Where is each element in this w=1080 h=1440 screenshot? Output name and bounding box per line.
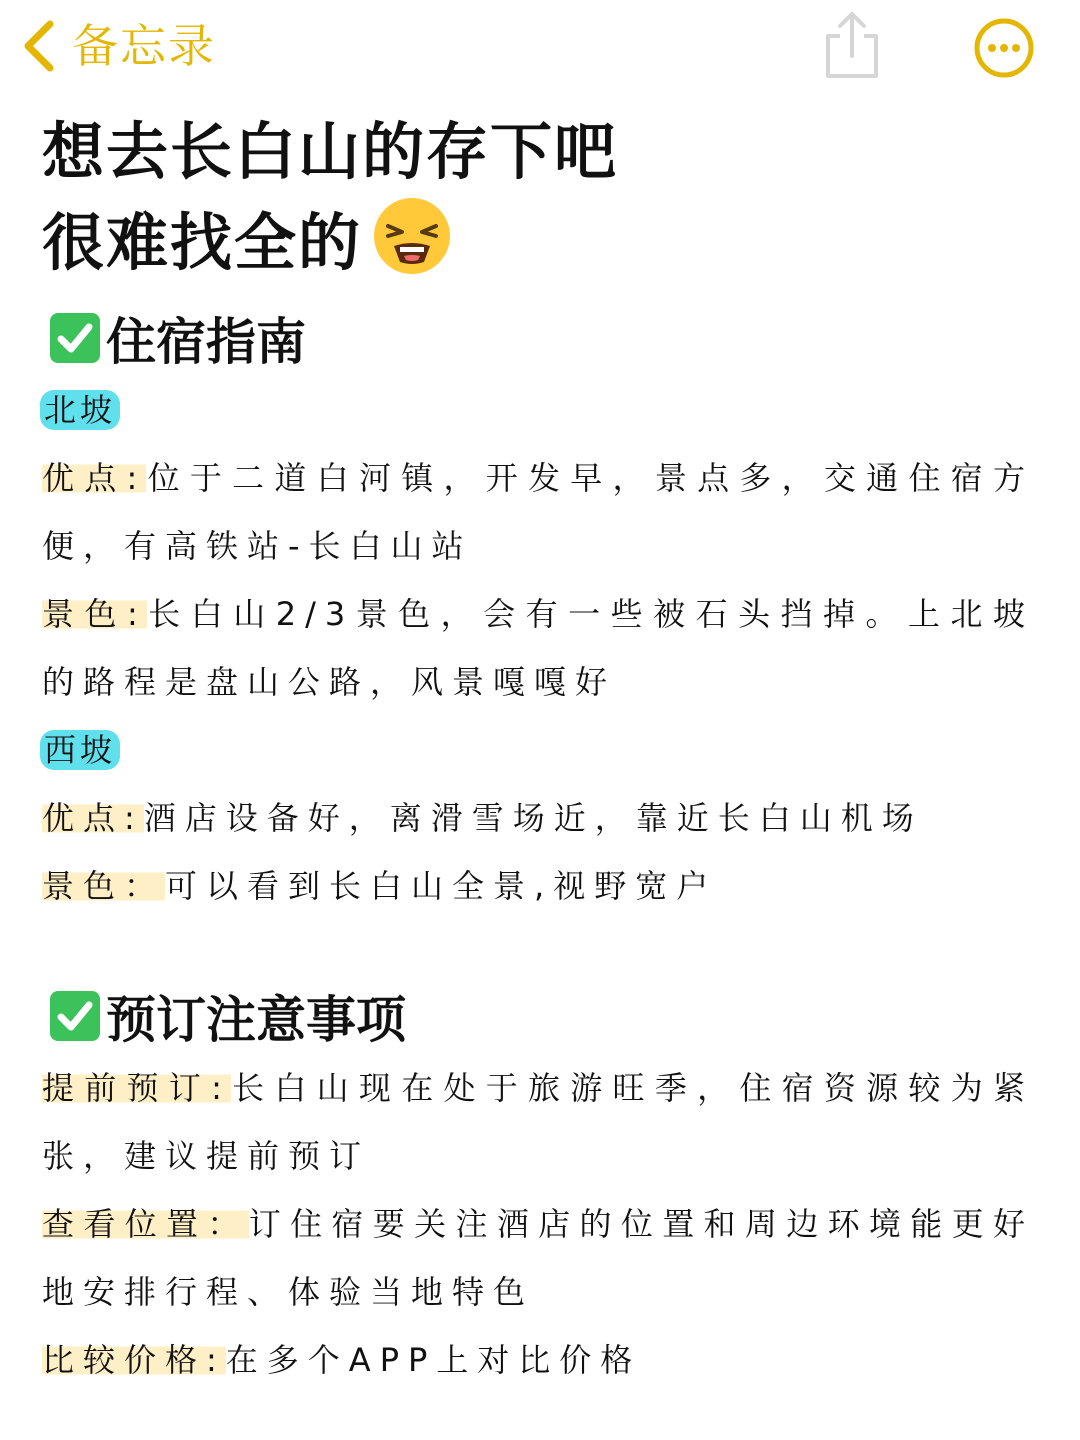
tip-check-location	[42, 1190, 1034, 1326]
label-view: 景色：	[42, 867, 166, 905]
tip-book-early	[42, 1054, 1034, 1190]
back-button[interactable]	[18, 18, 216, 74]
tip-label: 比较价格:	[42, 1341, 226, 1379]
more-button[interactable]	[972, 16, 1036, 84]
west-pros-text: 酒店设备好，离滑雪场近，靠近长白山机场	[143, 799, 923, 837]
west-view-text: 可以看到长白山全景,视野宽户	[165, 867, 718, 905]
grimacing-face-emoji	[372, 196, 452, 276]
tag-west-slope: 西坡	[40, 730, 120, 770]
more-icon	[972, 16, 1036, 80]
label-view: 景色:	[42, 595, 147, 633]
chevron-left-icon	[18, 18, 58, 74]
title-line-1: 想去长白山的存下吧	[42, 115, 619, 188]
section-heading-label: 预订注意事项	[106, 991, 406, 1049]
tag-north-slope: 北坡	[40, 390, 120, 430]
north-pros	[42, 444, 1034, 580]
section-heading-lodging	[48, 302, 306, 374]
share-icon	[820, 8, 884, 80]
north-view	[42, 580, 1034, 716]
tip-label: 提前预订:	[42, 1069, 231, 1107]
label-pros: 优点:	[42, 459, 147, 497]
title-line-2: 很难找全的	[42, 206, 363, 279]
back-label: 备忘录	[72, 19, 216, 73]
nav-bar	[0, 0, 1080, 100]
check-mark-icon	[48, 311, 102, 365]
tip-text: 订住宿要关注酒店的位置和周边环境能更好地安排行程、体验当地特色	[42, 1205, 1034, 1311]
section-heading-label: 住宿指南	[106, 313, 306, 371]
tip-text: 长白山现在处于旅游旺季，住宿资源较为紧张，建议提前预订	[42, 1069, 1034, 1175]
tip-text: 在多个APP上对比价格	[225, 1341, 642, 1379]
label-pros: 优点:	[42, 799, 144, 837]
section-heading-booking-tips	[48, 980, 406, 1052]
check-mark-icon	[48, 989, 102, 1043]
tip-label: 查看位置：	[42, 1205, 249, 1243]
west-view	[42, 852, 1034, 920]
title-line-2-wrap	[42, 196, 618, 287]
north-pros-text: 位于二道白河镇，开发早，景点多，交通住宿方便，有高铁站-长白山站	[42, 459, 1034, 565]
north-view-text: 长白山2/3景色，会有一些被石头挡掉。上北坡的路程是盘山公路，风景嘎嘎好	[42, 595, 1034, 701]
west-pros	[42, 784, 1034, 852]
note-title	[42, 108, 618, 287]
tip-compare-prices	[42, 1326, 1034, 1394]
share-button[interactable]	[820, 8, 884, 84]
